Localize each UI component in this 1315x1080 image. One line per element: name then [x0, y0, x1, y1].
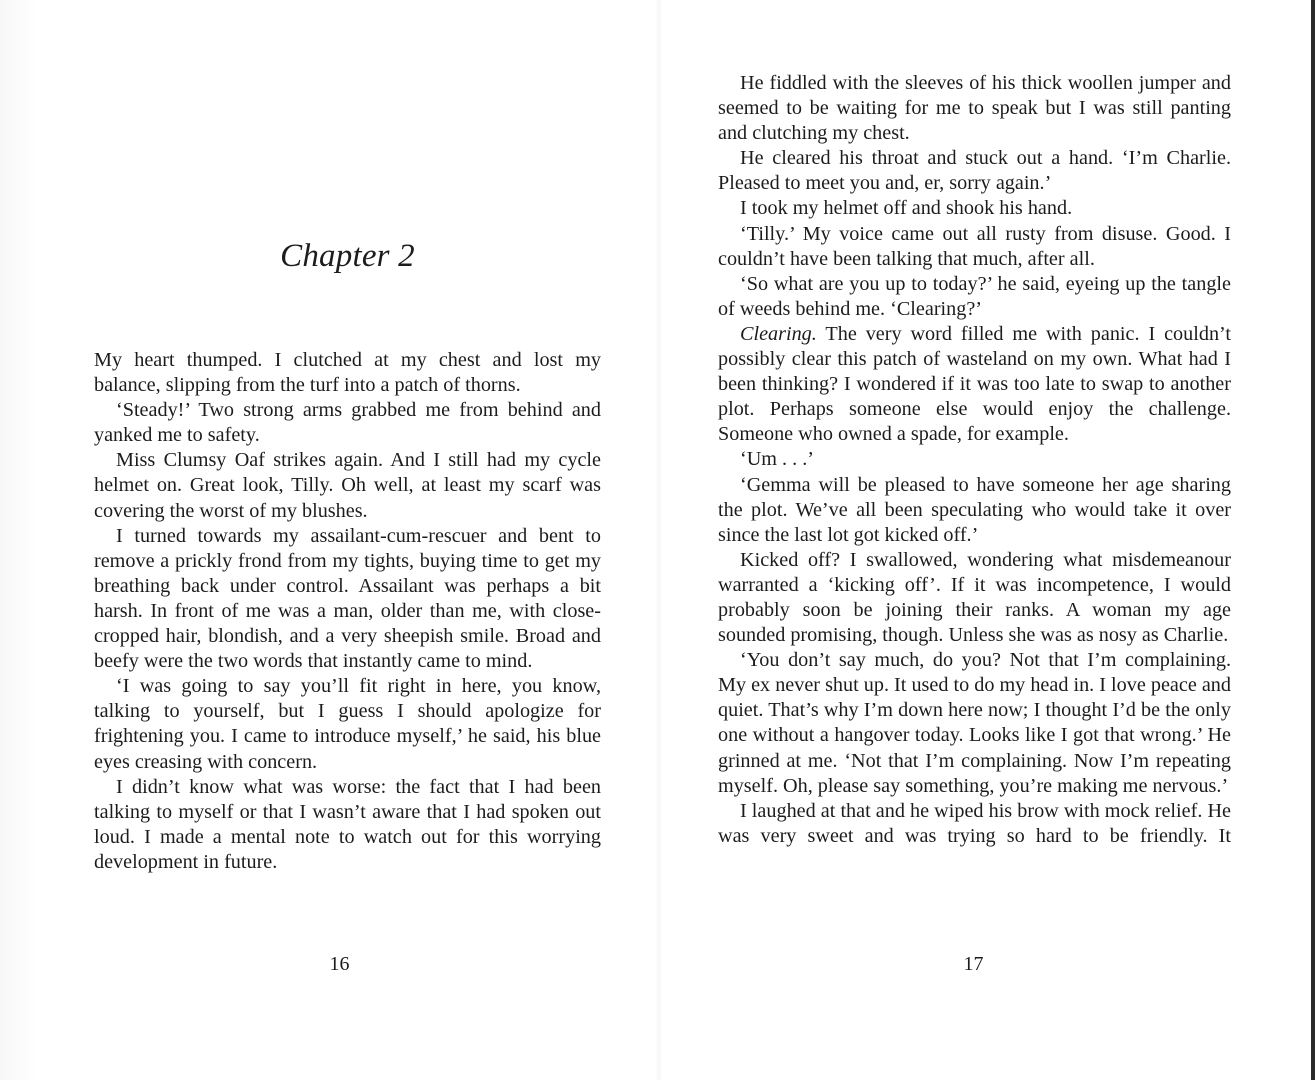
right-page — [718, 0, 1231, 1080]
page-edge-right — [1311, 0, 1315, 1080]
page-number: 16 — [329, 953, 350, 975]
paragraph: Miss Clumsy Oaf strikes again. And I still had my cycle helmet on. Great look, Tilly. Oh well, at least my scarf was covering the worst of my blushes. — [94, 449, 601, 522]
page-number: 17 — [963, 953, 984, 975]
paragraph: I laughed at that and he wiped his brow with mock relief. He was very sweet and was trying so hard to be friendly. It — [718, 799, 1231, 847]
paragraph: I turned towards my assailant-cum-rescuer and bent to remove a prickly frond from my tights, buying time to get my breathing back under control. Assailant was perhaps a bit harsh. In front of me was a man, older than me, with close-cropped hair, blondish, and a very sheepish smile. Broad and beefy were the two words that instantly came to mind. — [94, 524, 601, 673]
paragraph: ‘Gemma will be pleased to have someone her age sharing the plot. We’ve all been speculating who would take it over since the last lot got kicked off.’ — [718, 473, 1231, 546]
paragraph: I took my helmet off and shook his hand. — [740, 197, 1073, 220]
paragraph: ‘So what are you up to today?’ he said, eyeing up the tangle of weeds behind me. ‘Clearing?’ — [718, 272, 1231, 320]
paragraph: My heart thumped. I clutched at my chest and lost my balance, slipping from the turf into a patch of thorns. — [94, 349, 601, 397]
paragraph: ‘Um . . .’ — [740, 448, 815, 471]
paragraph: ‘Steady!’ Two strong arms grabbed me from behind and yanked me to safety. — [94, 399, 601, 447]
paragraph — [718, 322, 1231, 447]
paragraph-text: The very word filled me with panic. I couldn’t possibly clear this patch of wasteland on my own. What had I been thinking? I wondered if it was too late to swap to another plot. Perhaps someone else would enjoy the challenge. Someone who owned a spade, for example. — [718, 322, 1232, 446]
chapter-title: Chapter 2 — [280, 238, 415, 274]
paragraph: Kicked off? I swallowed, wondering what misdemeanour warranted a ‘kicking off’. If it was incompetence, I would probably soon be joining their ranks. A woman my age sounded promising, though. Unless she was as nosy as Charlie. — [718, 548, 1231, 647]
page-shadow-left — [0, 0, 38, 1080]
paragraph: ‘Tilly.’ My voice came out all rusty from disuse. Good. I couldn’t have been talking that much, after all. — [718, 222, 1231, 270]
paragraph: He fiddled with the sleeves of his thick woollen jumper and seemed to be waiting for me to speak but I was still panting and clutching my chest. — [718, 72, 1231, 145]
paragraph: ‘You don’t say much, do you? Not that I’m complaining. My ex never shut up. It used to do my head in. I love peace and quiet. That’s why I’m down here now; I thought I’d be the only one without a hangover today. Looks like I got that wrong.’ He grinned at me. ‘Not that I’m complaining. Now I’m repeating myself. Oh, please say something, you’re making me nervous.’ — [718, 649, 1231, 797]
left-page — [94, 0, 601, 1080]
right-page-body — [718, 71, 1231, 849]
paragraph: He cleared his throat and stuck out a hand. ‘I’m Charlie. Pleased to meet you and, er, sorry again.’ — [718, 147, 1231, 195]
left-page-body — [94, 348, 601, 875]
italic-lead: Clearing. — [740, 322, 817, 345]
book-gutter — [655, 0, 663, 1080]
paragraph: ‘I was going to say you’ll fit right in here, you know, talking to yourself, but I guess I should apologize for frightening you. I came to introduce myself,’ he said, his blue eyes creasing with concern. — [94, 675, 601, 773]
paragraph: I didn’t know what was worse: the fact that I had been talking to myself or that I wasn’t aware that I had spoken out loud. I made a mental note to watch out for this worrying development in future. — [94, 775, 601, 873]
